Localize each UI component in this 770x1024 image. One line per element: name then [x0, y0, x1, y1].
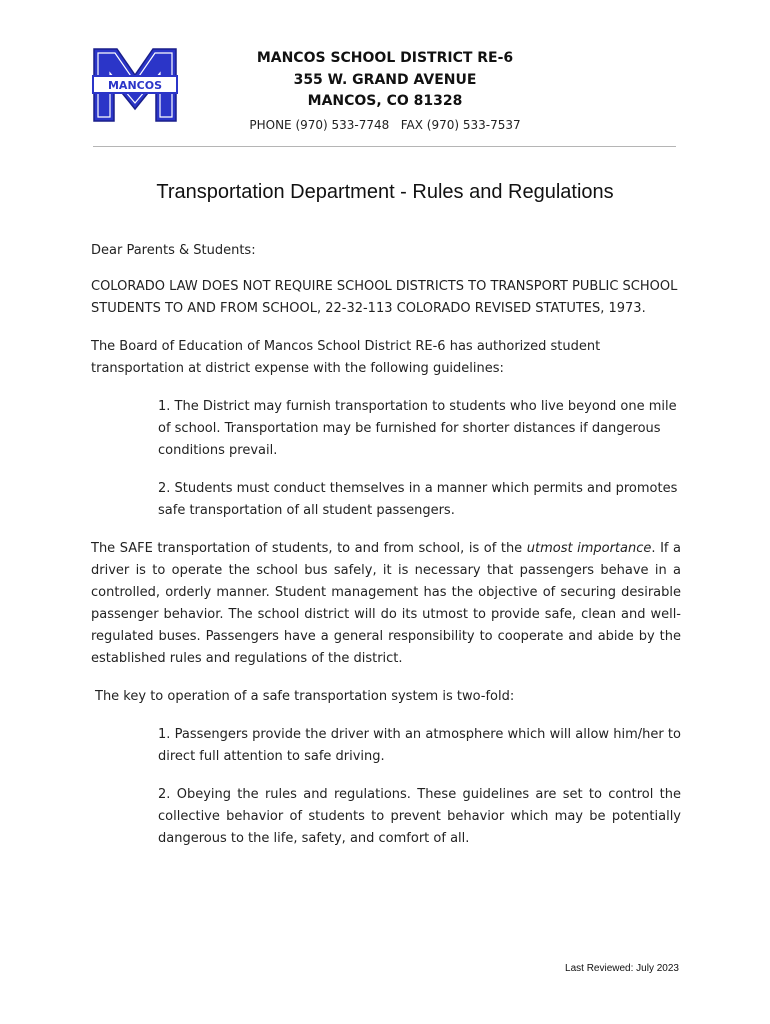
- logo-text: MANCOS: [107, 79, 163, 92]
- safety-paragraph: [91, 538, 681, 670]
- safety-emphasis: utmost importance: [526, 541, 652, 556]
- guideline-item: 1. The District may furnish transportation to students who live beyond one mile of school. Transportation may be furnished for shorter distances if dangerous conditions prevail.: [158, 399, 677, 458]
- law-notice: COLORADO LAW DOES NOT REQUIRE SCHOOL DISTRICTS TO TRANSPORT PUBLIC SCHOOL STUDENTS TO AND FROM SCHOOL, 22-32-113 COLORADO REVISED STATUTES, 1973.: [91, 279, 678, 316]
- key-intro: The key to operation of a safe transportation system is two-fold:: [95, 689, 515, 704]
- key-point-item: 2. Obeying the rules and regulations. These guidelines are set to control the collective behavior of students to prevent behavior which may be potentially dangerous to the life, safety, and comfort of all.: [158, 787, 681, 846]
- street-address: 355 W. GRAND AVENUE: [293, 71, 477, 88]
- board-intro: The Board of Education of Mancos School District RE-6 has authorized student transportation at district expense with the following guidelines:: [91, 339, 601, 376]
- safety-text-start: The SAFE transportation of students, to and from school, is of the: [91, 541, 527, 556]
- page-title: Transportation Department - Rules and Regulations: [156, 181, 614, 203]
- header-divider: [93, 146, 676, 147]
- city-state-zip: MANCOS, CO 81328: [307, 93, 463, 109]
- salutation: Dear Parents & Students:: [91, 243, 256, 258]
- contact-line: PHONE (970) 533-7748 FAX (970) 533-7537: [249, 117, 521, 132]
- letter-body: [91, 240, 681, 866]
- letterhead: [196, 48, 574, 135]
- guideline-item: 2. Students must conduct themselves in a manner which permits and promotes safe transportation of all student passengers.: [158, 481, 678, 518]
- mancos-logo: [92, 45, 178, 125]
- key-point-item: 1. Passengers provide the driver with an atmosphere which will allow him/her to direct full attention to safe driving.: [158, 727, 681, 764]
- district-name: MANCOS SCHOOL DISTRICT RE-6: [256, 50, 514, 66]
- last-reviewed: Last Reviewed: July 2023: [565, 963, 679, 974]
- safety-text-end: . If a driver is to operate the school bus safely, it is necessary that passengers behave in a controlled, orderly manner. Student management has the objective of securing desirable passenger behavior. The school district will do its utmost to provide safe, clean and well-regulated buses. Passengers have a general responsibility to cooperate and abide by the established rules and regulations of the district.: [91, 541, 681, 666]
